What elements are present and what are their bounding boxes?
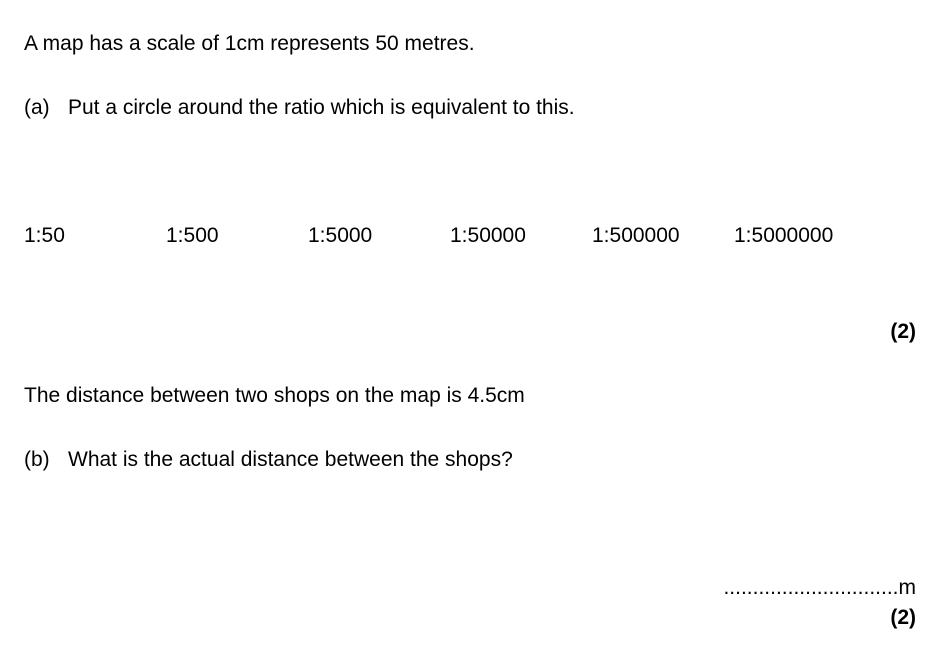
ratio-option-3[interactable]: 1:5000: [308, 224, 373, 247]
part-b-label: (b): [24, 448, 50, 471]
part-a-question-text: Put a circle around the ratio which is equivalent to this.: [68, 96, 575, 119]
part-b-question-text: What is the actual distance between the shops?: [68, 448, 513, 471]
part-a-marks: (2): [890, 320, 916, 343]
part-b-question: [24, 448, 513, 472]
answer-line[interactable]: [723, 576, 916, 600]
ratio-option-4[interactable]: 1:50000: [450, 224, 526, 247]
part-a-question: [24, 96, 575, 120]
shops-distance-statement: The distance between two shops on the map is 4.5cm: [24, 384, 525, 407]
part-b-marks: (2): [890, 606, 916, 629]
part-a-label: (a): [24, 96, 50, 119]
answer-unit: m: [898, 576, 916, 599]
ratio-option-5[interactable]: 1:500000: [592, 224, 680, 247]
ratio-option-1[interactable]: 1:50: [24, 224, 65, 247]
intro-text: A map has a scale of 1cm represents 50 metres.: [24, 32, 475, 55]
ratio-option-6[interactable]: 1:5000000: [734, 224, 834, 247]
answer-dots[interactable]: ..............................: [723, 576, 899, 599]
ratio-option-2[interactable]: 1:500: [166, 224, 219, 247]
